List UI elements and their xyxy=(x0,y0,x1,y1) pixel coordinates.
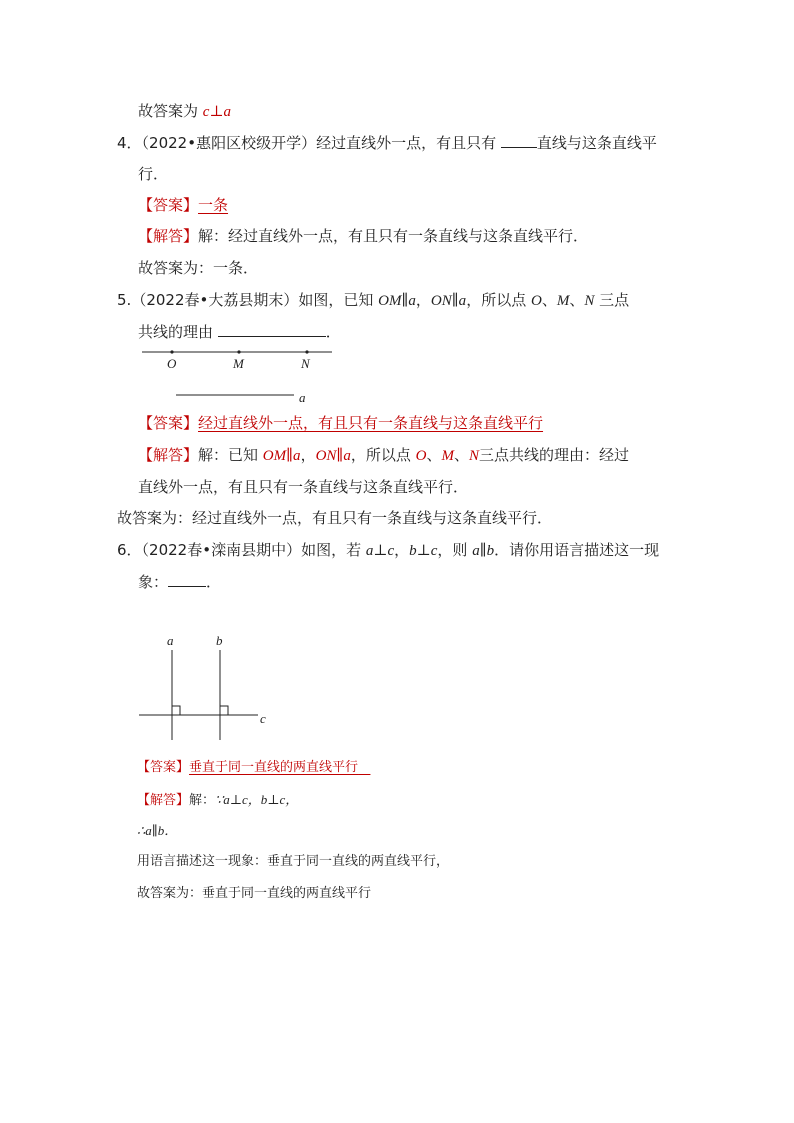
q5-solution-text-2: ，所以点 xyxy=(350,446,416,464)
q4-answer xyxy=(138,195,228,215)
q4-blank[interactable] xyxy=(501,133,537,148)
q4-solution-text: 解：经过直线外一点，有且只有一条直线与这条直线平行． xyxy=(198,227,589,245)
answer-label: 【答案】 xyxy=(138,414,199,432)
point-o xyxy=(170,350,173,353)
q5-solution-text: 解：已知 xyxy=(198,446,263,464)
q5-math-on: ON∥a xyxy=(430,293,467,309)
point-n xyxy=(305,350,308,353)
right-angle-mark-a xyxy=(172,706,180,715)
q5-line-2 xyxy=(138,322,341,342)
q6-solution-text: 解： xyxy=(189,793,216,808)
q5-comma: ， xyxy=(415,291,431,309)
q6-final-text: 故答案为：垂直于同一直线的两直线平行 xyxy=(137,886,372,901)
q4-line-2 xyxy=(138,164,168,184)
q5-solution-math-m: M xyxy=(441,448,454,464)
answer-label: 【答案】 xyxy=(138,196,199,214)
q6-math-1: a⊥c xyxy=(365,543,395,559)
q5-solution-sep-2: 、 xyxy=(454,446,470,464)
q5-sep-2: 、 xyxy=(569,291,585,309)
q5-line-1 xyxy=(117,290,629,311)
q5-period: ． xyxy=(325,323,341,341)
q5-solution-text-3: 三点共线的理由：经过 xyxy=(479,446,630,464)
q5-blank[interactable] xyxy=(218,322,326,337)
q4-line-1 xyxy=(117,133,657,153)
label-c: c xyxy=(260,711,266,726)
q5-math-m: M xyxy=(556,293,570,309)
answer-math: c⊥a xyxy=(202,104,232,120)
q4-source: （2022•惠阳区校级开学） xyxy=(141,134,317,152)
q5-solution-sep-1: 、 xyxy=(426,446,442,464)
q6-source: （2022春•滦南县期中） xyxy=(141,541,302,559)
q5-solution-comma: ， xyxy=(300,446,316,464)
solution-label: 【解答】 xyxy=(138,446,199,464)
q6-solution-math: ∵a⊥c，b⊥c， xyxy=(215,792,299,807)
q4-solution xyxy=(138,226,588,246)
label-b: b xyxy=(216,633,223,648)
q5-source: （2022春•大荔县期末） xyxy=(131,291,299,309)
q6-math-2: b⊥c xyxy=(409,543,438,559)
q5-solution-text-4: 直线外一点，有且只有一条直线与这条直线平行． xyxy=(138,478,469,496)
q6-solution-line-2 xyxy=(137,821,177,842)
q4-number: 4． xyxy=(117,134,142,152)
q6-final xyxy=(137,884,371,904)
q4-final xyxy=(138,258,258,278)
solution-label: 【解答】 xyxy=(137,793,190,808)
q4-answer-text: 一条 xyxy=(198,196,229,214)
q6-text: 如图，若 xyxy=(301,541,366,559)
q5-text-4: 共线的理由 xyxy=(138,323,218,341)
q5-math-o: O xyxy=(530,293,542,309)
q5-solution-math-om: OM∥a xyxy=(262,448,301,464)
q6-line-2 xyxy=(138,572,221,592)
q6-text-4: 象： xyxy=(138,573,169,591)
solution-label: 【解答】 xyxy=(138,227,199,245)
q5-answer-text: 经过直线外一点，有且只有一条直线与这条直线平行 xyxy=(198,414,544,432)
q6-math-3: a∥b xyxy=(472,543,495,559)
point-m xyxy=(237,350,240,353)
q6-text-3: ．请你用语言描述这一现 xyxy=(494,541,660,559)
q4-text: 经过直线外一点，有且只有 xyxy=(316,134,501,152)
label-a: a xyxy=(167,633,174,648)
q6-period: ． xyxy=(206,573,222,591)
q5-text: 如图，已知 xyxy=(298,291,379,309)
q5-solution-line-2 xyxy=(138,477,468,497)
q5-text-3: 三点 xyxy=(594,291,630,309)
q5-text-2: ，所以点 xyxy=(466,291,531,309)
q5-answer xyxy=(138,413,543,433)
q6-line-1 xyxy=(117,540,659,561)
label-n: N xyxy=(301,356,310,371)
q6-solution-line-3 xyxy=(137,852,449,872)
answer-label: 【答案】 xyxy=(137,760,190,775)
label-a: a xyxy=(299,390,306,405)
q6-solution-therefore: ∴a∥b． xyxy=(137,823,178,838)
q5-final xyxy=(117,508,552,528)
label-m: M xyxy=(233,356,244,371)
q4-text-3: 行． xyxy=(138,165,169,183)
q6-number: 6． xyxy=(117,541,142,559)
q6-answer-text: 垂直于同一直线的两直线平行 xyxy=(189,760,359,775)
q4-text-2: 直线与这条直线平 xyxy=(536,134,657,152)
q6-comma: ， xyxy=(394,541,410,559)
q5-number: 5. xyxy=(117,291,132,309)
q5-figure xyxy=(138,344,338,406)
q5-solution-math-on: ON∥a xyxy=(315,448,351,464)
right-angle-mark-b xyxy=(220,706,228,715)
q6-text-2: ，则 xyxy=(437,541,473,559)
q5-math-om: OM∥a xyxy=(378,293,416,309)
q5-sep-1: 、 xyxy=(541,291,557,309)
q6-figure xyxy=(136,628,282,744)
previous-answer-line xyxy=(138,101,231,122)
answer-prefix: 故答案为 xyxy=(138,102,203,120)
q5-solution-math-o: O xyxy=(415,448,427,464)
q5-solution-line-1 xyxy=(138,445,629,466)
q6-solution-text-3: 用语言描述这一现象：垂直于同一直线的两直线平行， xyxy=(137,854,450,869)
q6-blank[interactable] xyxy=(168,572,206,587)
q4-final-text: 故答案为：一条． xyxy=(138,259,259,277)
q6-answer xyxy=(137,758,370,778)
q6-solution xyxy=(137,790,298,811)
q5-math-n: N xyxy=(584,293,595,309)
q5-solution-math-n: N xyxy=(469,448,480,464)
q5-final-text: 故答案为：经过直线外一点，有且只有一条直线与这条直线平行． xyxy=(117,509,553,527)
label-o: O xyxy=(167,356,177,371)
